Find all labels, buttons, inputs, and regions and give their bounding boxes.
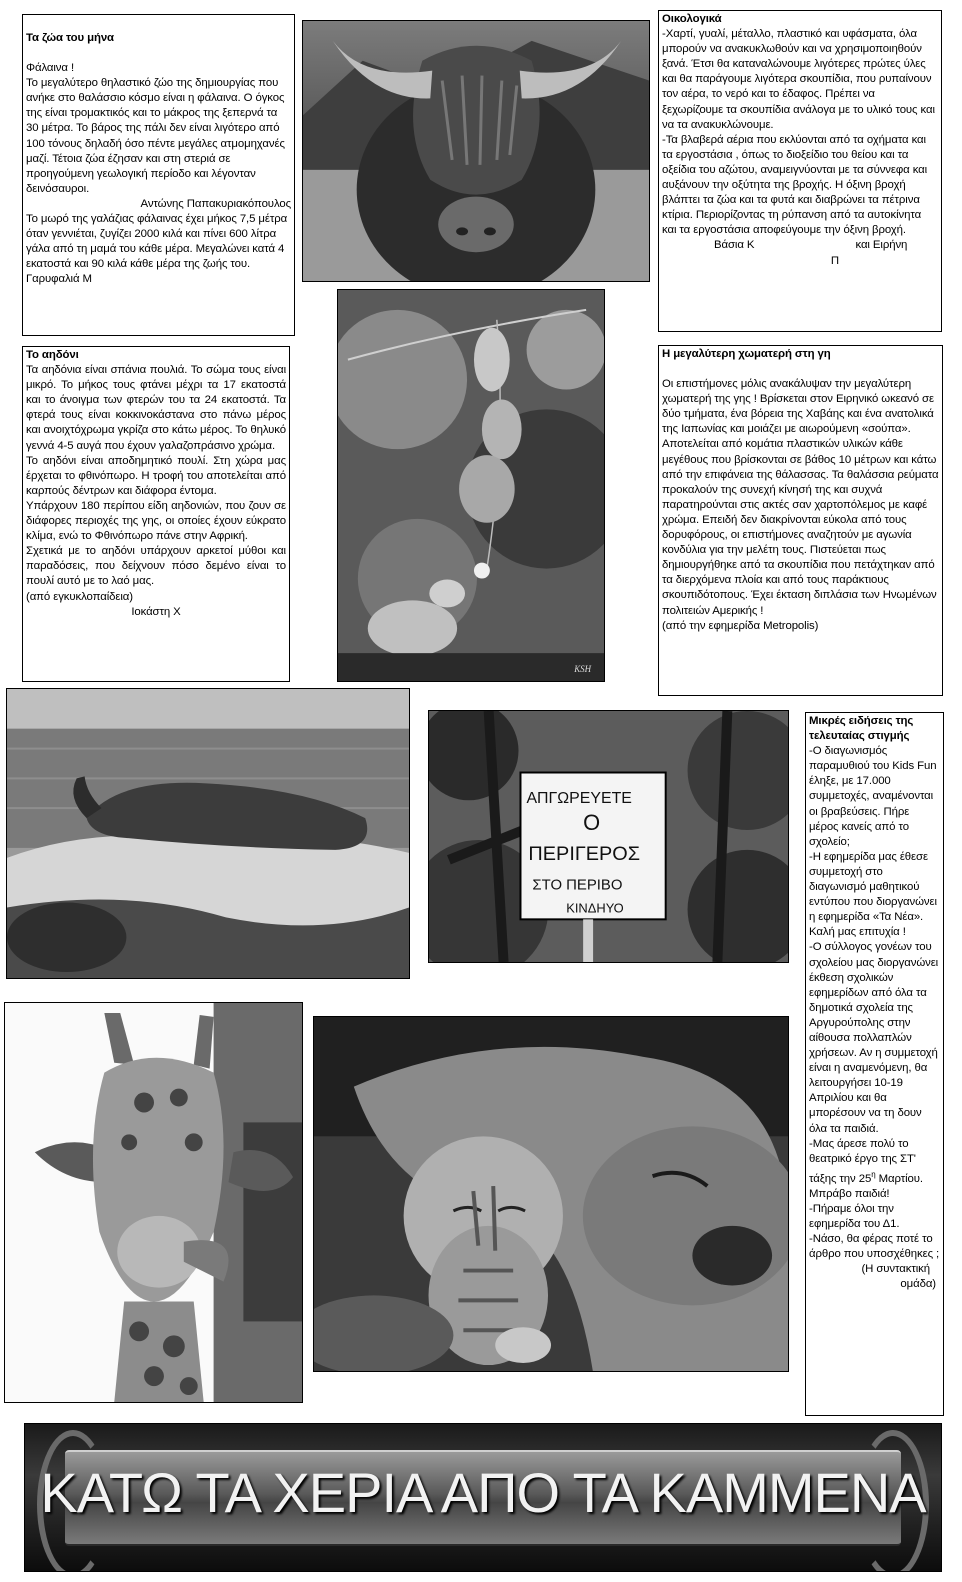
author-name: Βάσια Κ <box>714 239 755 252</box>
article-body: -Χαρτί, γυαλί, μέταλλο, πλαστικό και υφάσματα, όλα μπορούν να ανακυκλωθούν και να χρησιμοποιηθούν ξανά. Έτσι θα καταναλώνουμε λιγότερες πρώτες ύλες και θα παράγουμε λιγότερα σκουπίδια, που ρυπαίνουν τον αέρα, το νερό και το έδαφος. Πρέπει να ξεχωρίζουμε τα σκουπίδια ανάλογα με το υλικό τους και να τα ανακυκλώνουμε. <box>662 28 935 131</box>
seal-photo <box>6 688 410 979</box>
dog-kitten-photo <box>313 1016 789 1372</box>
article-body: Υπάρχουν 180 περίπου είδη αηδονιών, που ζουν σε διάφορες περιοχές της γης, οι οποίες έχουν εύκρατο κλίμα, ενώ το Φθινόπωρο πάνε στην Αφρική. <box>26 499 286 543</box>
sign-text: ΚΙΝΔΗΥΟ <box>566 900 624 916</box>
highland-cow-photo <box>302 20 650 282</box>
news-item: -Ο διαγωνισμός παραμυθιού του Kids Fun έληξε, με 17.000 συμμετοχές, αναμένονται οι βραβεύσεις. Πήρε μέρος κανείς από το σχολείο; <box>809 745 937 848</box>
article-title: Η μεγαλύτερη χωματερή στη γη <box>662 348 831 360</box>
news-item: -Ο σύλλογος γονέων του σχολείου μας διοργανώνει έκθεση σχολικών εφημερίδων από όλα τα δημοτικά σχολεία της Αργυρούπολης στην αίθουσα πολλαπλών χρήσεων. Αν η συμμετοχή είναι η αναμενόμενη, θα λειτουργήσει 10-19 Απριλίου και θα μπορέσουν να τη δουν όλα τα παιδιά. <box>809 941 939 1135</box>
article-body: Σχετικά με το αηδόνι υπάρχουν αρκετοί μύθοι και παραδόσεις, που δείχνουν πόσο δεμένο είναι το πουλί αυτό με το λαό μας. <box>26 545 286 588</box>
news-text: -Μας άρεσε πολύ το θεατρικό έργο της ΣΤ' τάξης την 25 <box>809 1137 916 1185</box>
article-subtitle: Φάλαινα ! <box>26 62 75 75</box>
giraffe-photo <box>4 1002 303 1403</box>
author-name: Αντώνης Παπακυριακόπουλος <box>140 197 291 210</box>
article-body: Το μεγαλύτερο θηλαστικό ζώο της δημιουργίας που ανήκε στο θαλάσσιο κόσμο είναι η φάλαινα. Ο όγκος της είναι τρομακτικός και το μάκρος της ξεπερνά τα 30 μέτρα. Το βάρος της πάλι δεν είναι λιγότερο από 100 τόνους δηλαδή όσο πέντε μεγάλες ατμομηχανές μαζί. Τέτοια ζώα έζησαν και στη στεριά σε προηγούμενη γεωλογική περίοδο και λέγονταν δεινόσαυροι. <box>26 77 285 195</box>
article-title: Το αηδόνι <box>26 349 79 361</box>
author-name: Γαρυφαλιά Μ <box>26 273 92 286</box>
news-text: Μαρτίου. Μπράβο παιδιά! <box>809 1172 923 1200</box>
nightingale-article <box>22 346 290 682</box>
article-source: (από την εφημερίδα Metropolis) <box>662 619 819 632</box>
news-item <box>809 1137 940 1202</box>
mice-photo <box>337 289 605 682</box>
article-body: Το μωρό της γαλάζιας φάλαινας έχει μήκος 7,5 μέτρα όταν γεννιέται, ζυγίζει 2000 κιλά και πίνει 600 λίτρα γάλα από τη μαμά του κάθε μέρα. Μεγαλώνει κατά 4 εκατοστά και 90 κιλά κάθε μέρα της ζωής του. <box>26 213 288 271</box>
photo-credit: KSH <box>574 664 592 675</box>
news-superscript: η <box>871 1169 876 1179</box>
sign-text: ΑΠΓΩΡΕΥΕΤΕ <box>526 790 632 808</box>
month-animals-article <box>22 14 295 336</box>
news-item: -Πήραμε όλοι την εφημερίδα του Δ1. <box>809 1202 900 1230</box>
article-body: Το αηδόνι είναι αποδημητικό πουλί. Στη χώρα μας έρχεται το φθινόπωρο. Η τροφή του αποτελείται από καρπούς δέντρων και διάφορα έντομα. <box>26 454 286 497</box>
sign-text: Ο <box>583 810 601 836</box>
article-body: -Τα βλαβερά αέρια που εκλύονται από τα οχήματα και τα εργοστάσια , όπως το διοξείδιο του θείου και τα οξείδια του αζώτου, αναμειγνύονται με τα σύννεφα και αυξάνουν την οξύτητα της βροχής. Η όξινη βροχή βλάπτει τα ζώα και τα φυτά και διαβρώνει τα πέτρινα κτίρια. Περιορίζοντας τη ρύπανση από τα αυτοκίνητα και τα εργοστάσια αποφεύγουμε την όξινη βροχή. <box>662 133 928 237</box>
signature: (Η συντακτική <box>861 1263 930 1276</box>
banner-text: ΚΑΤΩ ΤΑ ΧΕΡΙΑ ΑΠΟ ΤΑ ΚΑΜΜΕΝΑ <box>40 1461 926 1524</box>
sign-text: ΣΤΟ ΠΕΡΙΒΟ <box>532 877 623 894</box>
article-body: Τα αηδόνια είναι σπάνια πουλιά. Το σώμα τους είναι μικρό. Το μήκος τους φτάνει μέχρι τα 17 εκατοστά και το άνοιγμα των φτερών του τα 24 εκατοστά. Τα φτερά τους είναι κοκκινοκάστανα στο πάνω μέρος και ανοιχτόχρωμα γκρίζα στο κάτω μέρος. Το θηλυκό γεννά 4-5 αυγά που έχουν γαλαζοπράσινο χρώμα. <box>26 364 286 452</box>
article-title: Μικρές ειδήσεις της τελευταίας στιγμής <box>809 715 914 743</box>
author-line <box>662 238 938 253</box>
author-name: και Ειρήνη <box>855 239 908 252</box>
signature: ομάδα) <box>900 1278 936 1291</box>
article-source: (από εγκυκλοπαίδεια) <box>26 590 133 603</box>
news-article <box>805 712 944 1416</box>
article-body: Οι επιστήμονες μόλις ανακάλυψαν την μεγαλύτερη χωματερή της γης ! Βρίσκεται στον Ειρηνικό ωκεανό σε δύο τμήματα, ένα βόρεια της Χαβάης και ένα ανατολικά της Ιαπωνίας και μοιάζει με αιωρούμενη «σούπα». Αποτελείται από κομάτια πλαστικών υλικών κάθε μεγέθους που βρίσκονται σε βάθος 10 μέτρων και κάτω από την επιφάνεια της θάλασσας. Τα θαλάσσια ρεύματα προκαλούν της συνεχή κίνησή της και συχνά παρατηρούνται στις ακτές σαν χαρτοπόλεμος με καφέ χρώμα. Επειδή δεν διακρίνονται εύκολα από τους δορυφόρους, οι επιστήμονες αναζητούν με αγωνία κονδύλια για την μελέτη τους. Πιστεύεται πως δημιουργήθηκε από τα σκουπίδια που πετάχτηκαν από τα διερχόμενα πλοία και από τους παράκτιους σκουπιδότοπους. Έχει έκταση διπλάσια των Ηνωμένων πολιτειών Αμερικής ! <box>662 378 939 617</box>
article-title: Οικολογικά <box>662 13 722 25</box>
sign-text: ΠΕΡΙΓΕΡΟΣ <box>528 842 641 865</box>
news-item: -Νάσο, θα φέρας ποτέ το άρθρο που υποσχέθηκες ; <box>809 1232 940 1261</box>
sign-photo <box>428 710 789 963</box>
ecology-article <box>658 10 942 332</box>
footer-banner <box>24 1423 942 1572</box>
author-name: Ιοκάστη Χ <box>131 605 181 618</box>
article-title: Τα ζώα του μήνα <box>26 32 114 44</box>
news-item: -Η εφημερίδα μας έθεσε συμμετοχή στο διαγωνισμό μαθητικού εντύπου που διοργανώνει η εφημερίδα «Τα Νέα». Καλή μας επιτυχία ! <box>809 850 937 939</box>
landfill-article <box>658 345 943 696</box>
author-initial: Π <box>830 254 840 267</box>
